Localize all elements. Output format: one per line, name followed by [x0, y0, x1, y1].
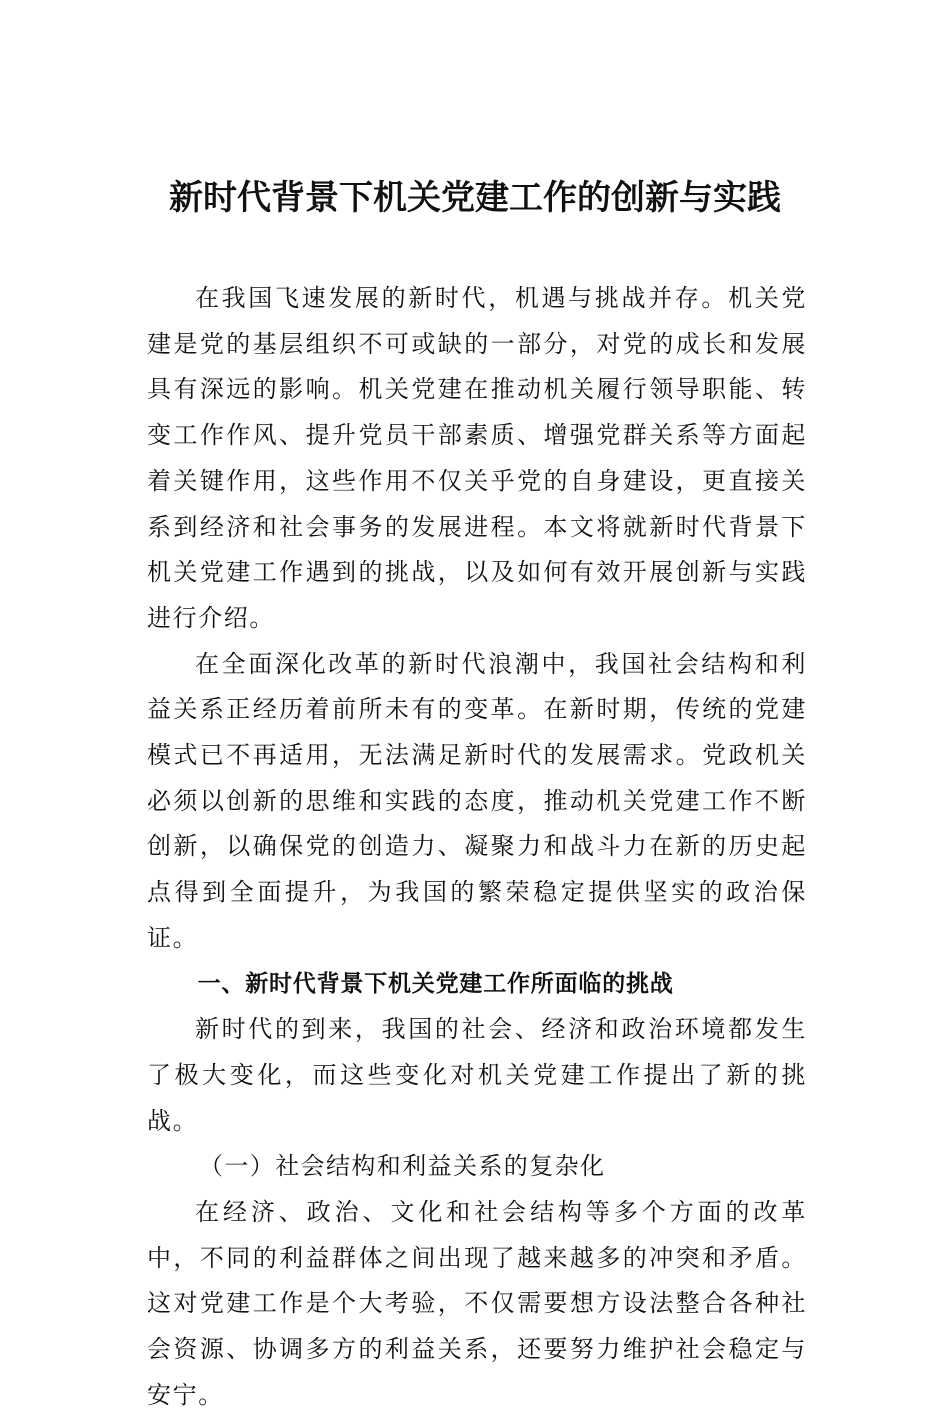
section-heading-1: 一、新时代背景下机关党建工作所面临的挑战: [197, 970, 674, 997]
subsection-heading-1: （一）社会结构和利益关系的复杂化: [199, 1152, 606, 1181]
subsection-1-text: 在经济、政治、文化和社会结构等多个方面的改革中，不同的利益群体之间出现了越来越多的冲突和矛盾。这对党建工作是个大考验，不仅需要想方设法整合各种社会资源、协调多方的利益关系，还要努力维护社会稳定与安宁。: [147, 1198, 807, 1409]
document-title: 新时代背景下机关党建工作的创新与实践: [169, 178, 781, 218]
paragraph-context: 在全面深化改革的新时代浪潮中，我国社会结构和利益关系正经历着前所未有的变革。在新时期，传统的党建模式已不再适用，无法满足新时代的发展需求。党政机关必须以创新的思维和实践的态度，推动机关党建工作不断创新，以确保党的创造力、凝聚力和战斗力在新的历史起点得到全面提升，为我国的繁荣稳定提供坚实的政治保证。: [147, 649, 807, 952]
paragraph-intro: 在我国飞速发展的新时代，机遇与挑战并存。机关党建是党的基层组织不可或缺的一部分，对党的成长和发展具有深远的影响。机关党建在推动机关履行领导职能、转变工作作风、提升党员干部素质、增强党群关系等方面起着关键作用，这些作用不仅关乎党的自身建设，更直接关系到经济和社会事务的发展进程。本文将就新时代背景下机关党建工作遇到的挑战，以及如何有效开展创新与实践进行介绍。: [147, 284, 807, 632]
section-1-intro: 新时代的到来，我国的社会、经济和政治环境都发生了极大变化，而这些变化对机关党建工作提出了新的挑战。: [147, 1015, 807, 1135]
document-body: [147, 276, 807, 1419]
